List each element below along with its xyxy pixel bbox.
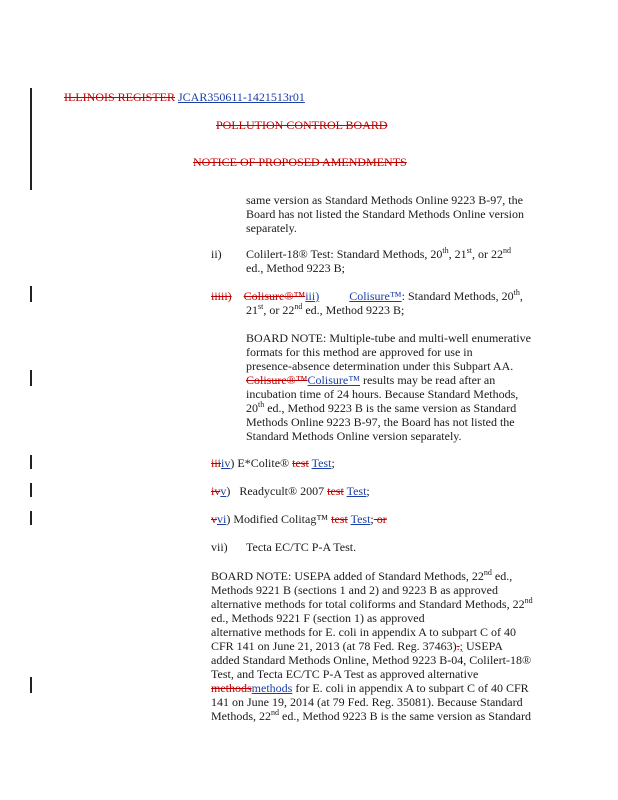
product-name-inserted: Colisure™ — [349, 289, 402, 303]
item-number: ii) — [211, 247, 222, 261]
change-bar — [30, 370, 32, 386]
list-item: iiiii) Colisure®™iii) Colisure™: Standard Methods, 20th, 21st, or 22nd ed., Method 9223 B; — [211, 288, 523, 317]
change-bar — [30, 483, 32, 497]
list-item: ivv) Readycult® 2007 test Test; — [211, 484, 370, 498]
text-line: Board has not listed the Standard Methods Online version — [246, 207, 524, 221]
change-bar — [30, 677, 32, 693]
change-bar — [30, 455, 32, 469]
list-item: vvi) Modified Colitag™ test Test; or — [211, 512, 387, 526]
continuation-paragraph — [246, 193, 524, 235]
list-item: iiiiv) E*Colite® test Test; — [211, 456, 335, 470]
item-number-inserted: iii) — [305, 289, 320, 303]
change-bar — [30, 286, 32, 302]
board-title: POLLUTION CONTROL BOARD — [216, 118, 388, 132]
list-item: Tecta EC/TC P-A Test. — [246, 540, 357, 554]
product-name-deleted: Colisure®™ — [243, 289, 306, 303]
text-line: same version as Standard Methods Online 9223 B-97, the — [246, 193, 523, 207]
register-title-deleted: ILLINOIS REGISTER — [64, 90, 175, 104]
register-header — [64, 90, 305, 105]
item-number-deleted: iiiii) — [211, 289, 232, 303]
text-line: separately. — [246, 221, 297, 235]
notice-title: NOTICE OF PROPOSED AMENDMENTS — [193, 155, 407, 169]
change-bar — [30, 511, 32, 525]
board-note: BOARD NOTE: Multiple-tube and multi-well enumerative formats for this method are approved for use in presence-absence determination under this Subpart AA. Colisure®™Colisure™ results may be read after an incubation time of 24 hours. Because Standard Methods, 20th ed., Method 9223 B is the same version as Standard Methods Online 9223 B-97, the Board has not listed the Standard Methods Online version separately. — [246, 331, 531, 443]
change-bar — [30, 88, 32, 190]
board-note: BOARD NOTE: USEPA added of Standard Methods, 22nd ed., Methods 9221 B (sections 1 and 2) and 9223 B as approved alternative methods for total coliforms and Standard Methods, 22nd ed., Methods 9221 F (section 1) as approved alternative methods for E. coli in appendix A to subpart C of 40 CFR 141 on June 21, 2013 (at 78 Fed. Reg. 37463).; USEPA added Standard Methods Online, Method 9223 B-04, Colilert-18® Test, and Tecta EC/TC P-A Test as approved alternative methodsmethods for E. coli in appendix A to subpart C of 40 CFR 141 on June 19, 2014 (at 79 Fed. Reg. 35081). Because Standard Methods, 22nd ed., Method 9223 B is the same version as Standard — [211, 568, 533, 723]
item-number: vii) — [211, 540, 228, 554]
register-id-inserted: JCAR350611-1421513r01 — [178, 90, 305, 104]
list-item: Colilert-18® Test: Standard Methods, 20th, 21st, or 22nd ed., Method 9223 B; — [246, 246, 511, 275]
